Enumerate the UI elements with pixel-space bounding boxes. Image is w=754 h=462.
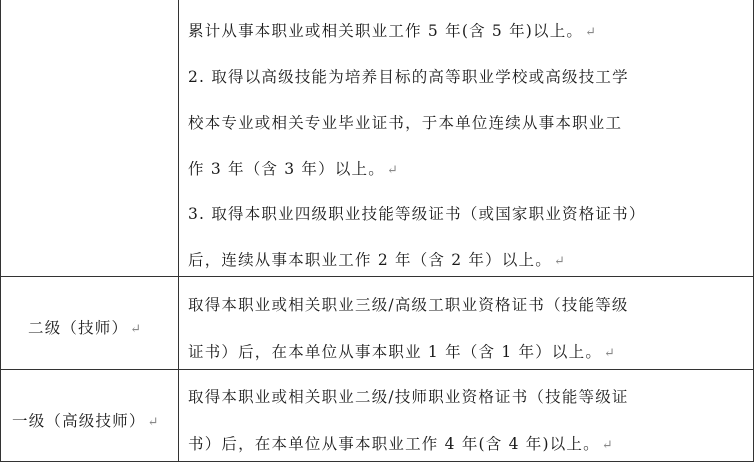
row3-line-2: 书）后，在本单位从事本职业工作 4 年(含 4 年)以上。 ↵ xyxy=(188,435,614,453)
paragraph-mark-icon: ↵ xyxy=(601,438,614,453)
paragraph-mark-icon: ↵ xyxy=(147,415,160,430)
row1-line-5: 3. 取得本职业四级职业技能等级证书（或国家职业资格证书） xyxy=(188,205,646,223)
table-border-left xyxy=(0,0,1,462)
row1-line-1: 累计从事本职业或相关职业工作 5 年(含 5 年)以上。 ↵ xyxy=(188,22,598,40)
row1-line-6: 后，连续从事本职业工作 2 年（含 2 年）以上。 ↵ xyxy=(188,251,567,269)
level-label-technician: 二级（技师） ↵ xyxy=(28,319,143,337)
paragraph-mark-icon: ↵ xyxy=(585,25,598,40)
row2-line-1: 取得本职业或相关职业三级/高级工职业资格证书（技能等级 xyxy=(188,296,629,314)
column-divider xyxy=(178,0,179,462)
row3-line-1: 取得本职业或相关职业二级/技师职业资格证书（技能等级证 xyxy=(188,388,629,406)
row1-line-3: 校本专业或相关专业毕业证书，于本单位连续从事本职业工 xyxy=(188,114,623,132)
row-divider-1 xyxy=(0,276,754,277)
row2-line-2: 证书）后，在本单位从事本职业 1 年（含 1 年）以上。 ↵ xyxy=(188,343,617,361)
row-divider-2 xyxy=(0,369,754,370)
paragraph-mark-icon: ↵ xyxy=(130,322,143,337)
paragraph-mark-icon: ↵ xyxy=(553,254,567,269)
level-label-senior-technician: 一级（高级技师） ↵ xyxy=(12,412,160,430)
row1-line-2: 2. 取得以高级技能为培养目标的高等职业学校或高级技工学 xyxy=(188,68,629,86)
row1-line-4: 作 3 年（含 3 年）以上。 ↵ xyxy=(188,160,400,178)
paragraph-mark-icon: ↵ xyxy=(604,346,617,361)
paragraph-mark-icon: ↵ xyxy=(386,163,400,178)
